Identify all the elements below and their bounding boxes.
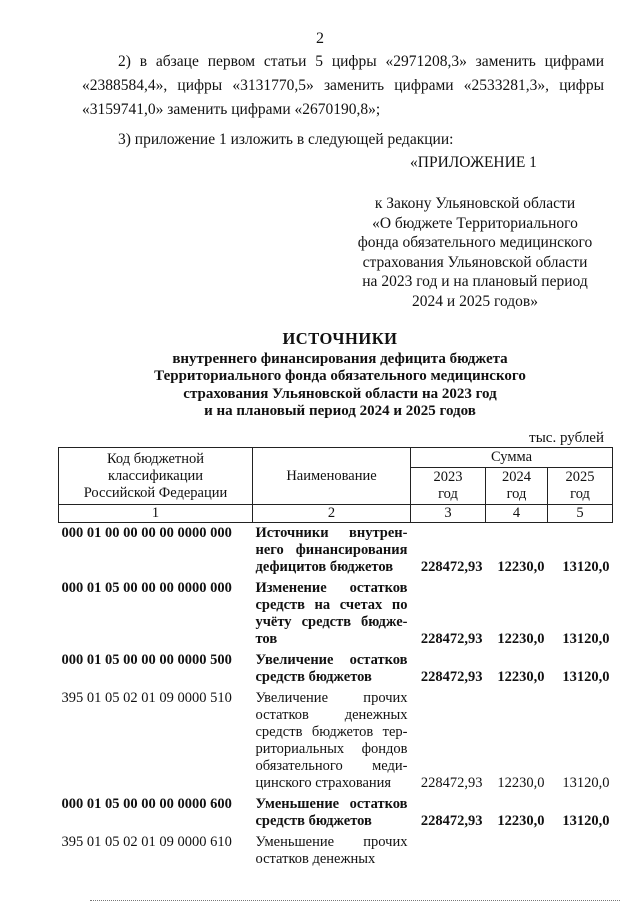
table-row [59, 650, 613, 688]
page-number: 2 [316, 30, 324, 47]
header-year-2024: 2024 год [486, 468, 548, 505]
document-title [130, 330, 550, 421]
row-code: 395 01 05 02 01 09 0000 510 [61, 690, 232, 706]
header-sum: Сумма [411, 448, 613, 468]
table-row [59, 688, 613, 794]
appendix-line: к Закону Ульяновской области [374, 195, 576, 212]
units-label: тыс. рублей [529, 430, 604, 446]
row-value-2025: 13120,0 [562, 669, 610, 685]
row-value-2024: 12230,0 [497, 775, 545, 791]
row-value-2024: 12230,0 [497, 813, 545, 829]
header-year-2025: 2025 год [548, 468, 613, 505]
column-number: 1 [59, 505, 253, 523]
scan-artifact-line [90, 900, 620, 903]
row-name: Уменьшение прочих остатков денежных [255, 834, 408, 867]
row-value-2023: 228472,93 [420, 669, 483, 685]
row-code: 395 01 05 02 01 09 0000 610 [61, 834, 232, 850]
header-year-2023: 2023 год [411, 468, 486, 505]
column-number: 4 [486, 505, 548, 523]
appendix-reference [340, 194, 610, 311]
appendix-line: страхования Ульяновской области [362, 253, 588, 271]
row-name: Уменьшение остатков средств бюджетов [255, 796, 408, 829]
row-code: 000 01 05 00 00 00 0000 600 [61, 796, 232, 812]
table-row [59, 578, 613, 650]
row-name: Изменение остатков средств на счетах по учёту средств бюджетов [255, 580, 408, 647]
row-value-2025: 13120,0 [562, 813, 610, 829]
row-name: Увеличение остатков средств бюджетов [255, 652, 408, 685]
row-value-2023: 228472,93 [420, 775, 483, 791]
table-row [59, 794, 613, 832]
row-value-2024 [486, 832, 548, 870]
sources-table [58, 447, 613, 870]
table-row [59, 523, 613, 579]
row-value-2024: 12230,0 [497, 669, 545, 685]
title-main: ИСТОЧНИКИ [282, 329, 398, 348]
column-number: 5 [548, 505, 613, 523]
appendix-line: на 2023 год и на плановый период [362, 273, 588, 290]
column-number: 3 [411, 505, 486, 523]
row-name: Источники внутреннего финансирования дефицитов бюджетов [255, 525, 408, 575]
row-code: 000 01 05 00 00 00 0000 000 [61, 580, 232, 596]
paragraph-amendment: 2) в абзаце первом статьи 5 цифры «2971208,3» заменить цифрами «2388584,4», цифры «3131770,5» заменить цифрами «2533281,3», цифры «3159741,0» заменить цифрами «2670190,8»; [82, 53, 604, 118]
table-row [59, 832, 613, 870]
title-line: внутреннего финансирования дефицита бюджета [172, 350, 508, 367]
header-code: Код бюджетной классификации Российской Федерации [59, 448, 253, 505]
appendix-line: «О бюджете Территориального [372, 214, 578, 232]
appendix-line: 2024 и 2025 годов» [412, 292, 538, 310]
title-line: Территориального фонда обязательного медицинского [154, 368, 526, 384]
row-value-2025: 13120,0 [562, 775, 610, 791]
row-name: Увеличение прочих остатков денежных средств бюджетов территориальных фондов обязательного медицинского страхования [255, 690, 408, 791]
row-value-2023: 228472,93 [420, 813, 483, 829]
row-value-2023: 228472,93 [420, 631, 483, 647]
row-value-2025 [548, 832, 613, 870]
header-name: Наименование [253, 448, 411, 505]
row-value-2024: 12230,0 [497, 631, 545, 647]
row-value-2025: 13120,0 [562, 631, 610, 647]
row-code: 000 01 00 00 00 00 0000 000 [61, 525, 232, 541]
paragraph-appendix-intro: 3) приложение 1 изложить в следующей редакции: [118, 131, 454, 148]
column-number: 2 [253, 505, 411, 523]
title-line: и на плановый период 2024 и 2025 годов [204, 403, 476, 419]
appendix-line: фонда обязательного медицинского [357, 234, 593, 251]
row-value-2024: 12230,0 [497, 559, 545, 575]
row-value-2023 [411, 832, 486, 870]
title-line: страхования Ульяновской области на 2023 год [183, 385, 497, 402]
row-value-2025: 13120,0 [562, 559, 610, 575]
row-value-2023: 228472,93 [420, 559, 483, 575]
appendix-title: «ПРИЛОЖЕНИЕ 1 [410, 154, 537, 171]
row-code: 000 01 05 00 00 00 0000 500 [61, 652, 232, 668]
